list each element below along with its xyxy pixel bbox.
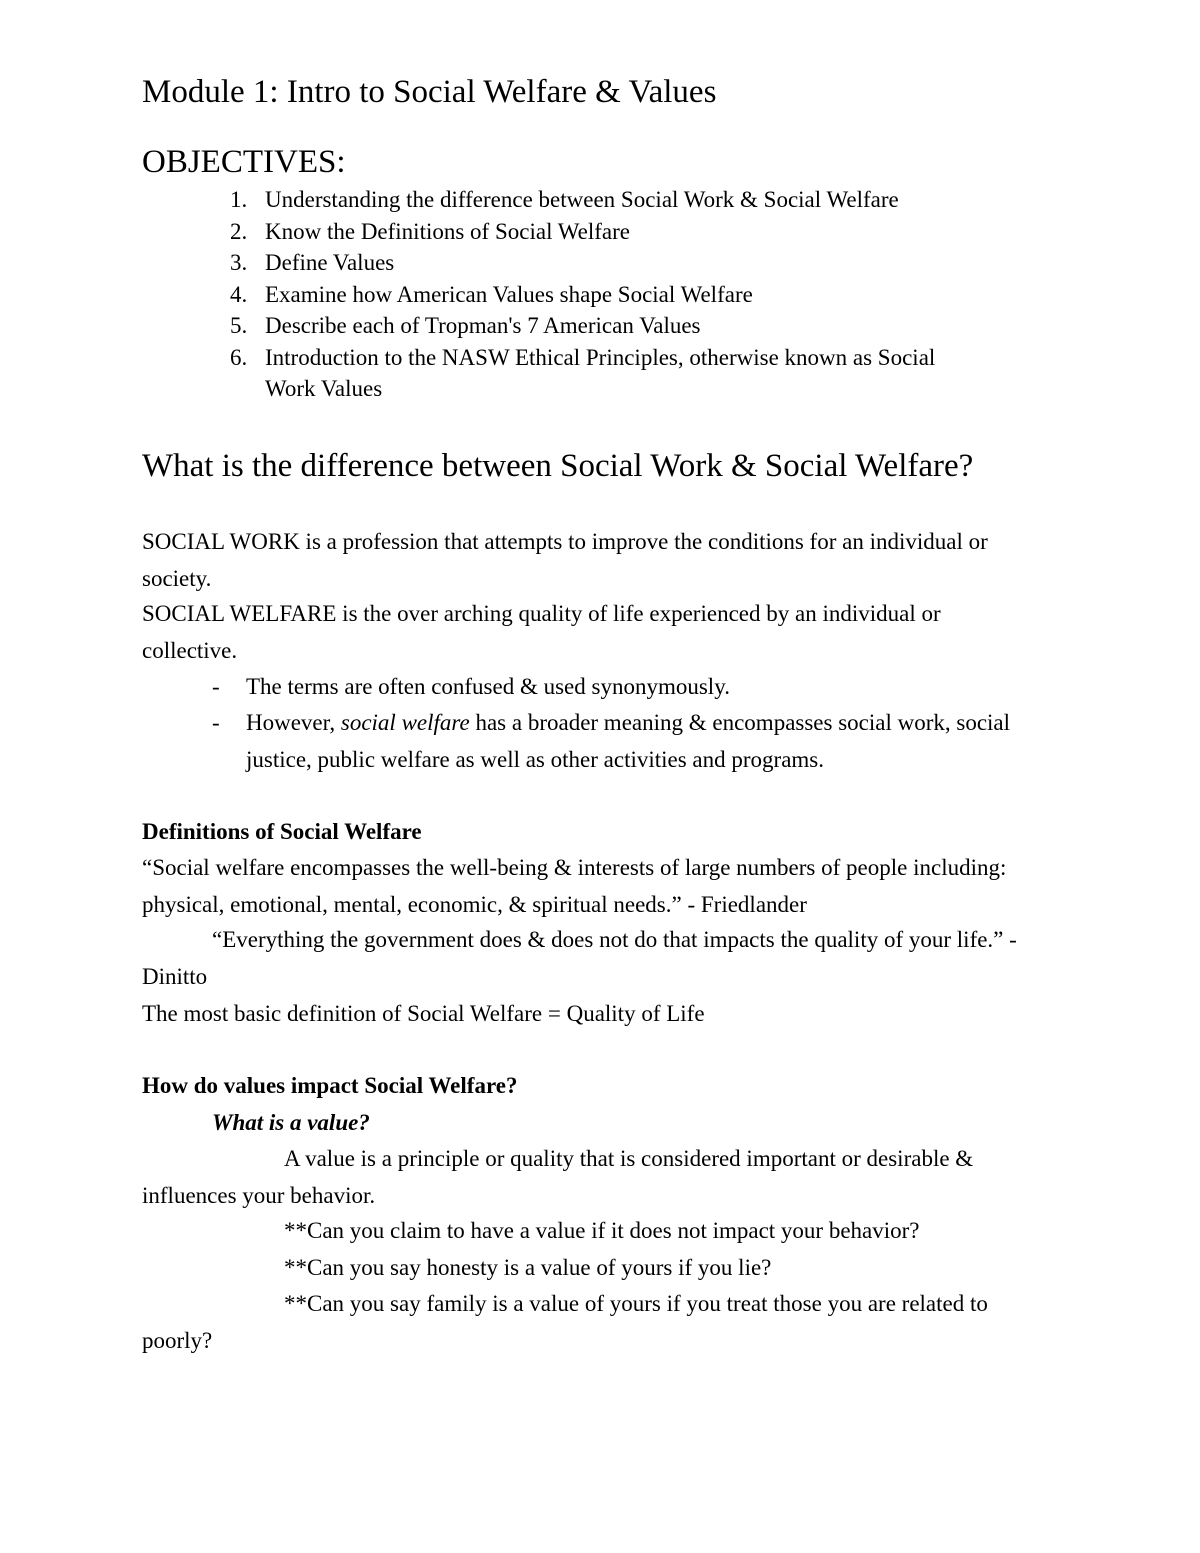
- value-question-1: **Can you claim to have a value if it does not impact your behavior?: [284, 1218, 920, 1243]
- bullet-text-prefix: However,: [246, 710, 341, 735]
- bullet-text: [246, 705, 1032, 778]
- objective-number: 4.: [230, 281, 248, 307]
- dinitto-quote: “Everything the government does & does not do that impacts the quality of your life.” - Dinitto: [142, 927, 1017, 989]
- bullet-dash: -: [212, 710, 220, 735]
- objective-text: Understanding the difference between Social Work & Social Welfare: [265, 187, 899, 212]
- difference-heading: What is the difference between Social Work & Social Welfare?: [142, 448, 974, 484]
- objective-item: [230, 342, 990, 405]
- value-question-2: **Can you say honesty is a value of yours if you lie?: [284, 1255, 772, 1280]
- value-question-3: **Can you say family is a value of yours if you treat those you are related to poorly?: [142, 1291, 988, 1353]
- bullet-dash: -: [212, 674, 220, 699]
- value-definition: A value is a principle or quality that is considered important or desirable & influences your behavior.: [142, 1146, 974, 1208]
- objective-text: Define Values: [265, 250, 395, 275]
- objective-item: [230, 184, 1030, 216]
- bullet-text: The terms are often confused & used synonymously.: [246, 674, 730, 699]
- objectives-heading: OBJECTIVES:: [142, 144, 346, 180]
- basic-definition: The most basic definition of Social Welfare = Quality of Life: [142, 1001, 705, 1026]
- bullet-text-suffix: has a broader meaning & encompasses social work, social justice, public welfare as well as other activities and programs.: [246, 710, 1011, 772]
- objective-item: [230, 279, 1030, 311]
- definitions-heading: Definitions of Social Welfare: [142, 819, 422, 844]
- objective-item: [230, 216, 1030, 248]
- objective-text: Introduction to the NASW Ethical Principles, otherwise known as Social Work Values: [265, 344, 936, 401]
- bullet-item: [212, 705, 1032, 778]
- social-welfare-definition: SOCIAL WELFARE is the over arching quality of life experienced by an individual or collective.: [142, 601, 941, 663]
- objective-text: Describe each of Tropman's 7 American Values: [265, 313, 701, 338]
- objective-number: 6.: [230, 344, 248, 370]
- objective-number: 2.: [230, 218, 248, 244]
- friedlander-quote: “Social welfare encompasses the well-being & interests of large numbers of people including: physical, emotional, mental, economic, & spiritual needs.” - Friedlander: [142, 855, 1007, 917]
- objective-item: [230, 310, 1030, 342]
- page-title: Module 1: Intro to Social Welfare & Values: [142, 74, 717, 110]
- objective-number: 5.: [230, 313, 248, 338]
- bullet-item: [212, 669, 1032, 706]
- bullet-text-italic: social welfare: [340, 710, 470, 735]
- objective-number: 1.: [230, 187, 248, 212]
- what-is-value-subheading: What is a value?: [212, 1110, 370, 1135]
- objective-number: 3.: [230, 250, 248, 275]
- objective-text: Know the Definitions of Social Welfare: [265, 218, 630, 244]
- objective-text: Examine how American Values shape Social Welfare: [265, 281, 753, 307]
- social-work-definition: SOCIAL WORK is a profession that attempts to improve the conditions for an individual or society.: [142, 529, 988, 591]
- values-heading: How do values impact Social Welfare?: [142, 1073, 518, 1098]
- objective-item: [230, 247, 1030, 279]
